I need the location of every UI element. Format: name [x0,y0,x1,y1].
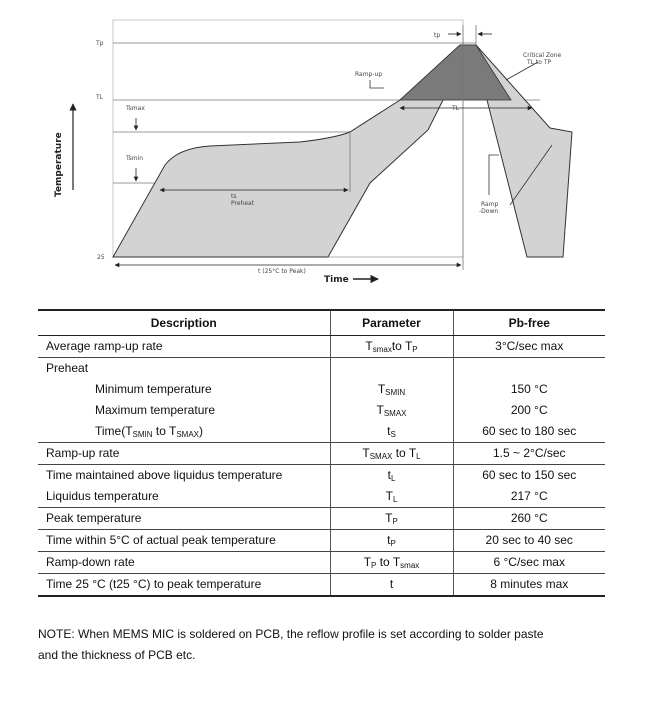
ramp-up-leader [370,80,384,88]
label-tsmin: Tsmin [126,155,144,162]
ramp-down-leader [489,155,499,195]
label-tp-time: tp [434,32,441,39]
table-row [38,574,605,597]
row-parameter: $T_{SMAX}$ to $T_L$ [330,443,453,465]
table-row [38,358,605,380]
row-parameter: t [330,574,453,597]
label-tl-marker: TL [452,105,460,112]
row-description: Liquidus temperature [38,486,330,508]
row-parameter: $T_P$ to $T_{smax}$ [330,552,453,574]
row-value: 20 sec to 40 sec [453,530,605,552]
row-parameter: $T_{smax}to$ $T_P$ [330,336,453,358]
row-value: 260 °C [453,508,605,530]
time-axis-title: Time [324,275,349,285]
table-row [38,508,605,530]
note-line-2: and the thickness of PCB etc. [38,648,196,662]
row-parameter: $T_P$ [330,508,453,530]
row-value: 8 minutes max [453,574,605,597]
row-description: Peak temperature [38,508,330,530]
row-parameter: $T_{SMAX}$ [330,400,453,421]
row-description: Time within 5°C of actual peak temperature [38,530,330,552]
label-tp: Tp [96,40,104,47]
table-row [38,336,605,358]
table-header-row [38,310,605,336]
note-paragraph [38,624,613,666]
row-value: 60 sec to 180 sec [453,421,605,443]
header-description: Description [38,310,330,336]
label-ramp-up: Ramp-up [355,71,383,78]
table-row [38,379,605,400]
row-parameter: $t_P$ [330,530,453,552]
label-preheat: Preheat [231,200,255,207]
label-critical-zone-1: Critical Zone [523,52,562,59]
label-critical-zone-2: TL to TP [527,59,552,66]
row-description: Average ramp-up rate [38,336,330,358]
header-parameter: Parameter [330,310,453,336]
table-row [38,443,605,465]
row-value [453,358,605,380]
note-line-1: NOTE: When MEMS MIC is soldered on PCB, the reflow profile is set according to solder paste [38,627,544,641]
table-row [38,486,605,508]
row-description: Ramp-down rate [38,552,330,574]
row-parameter [330,358,453,380]
row-value: 150 °C [453,379,605,400]
header-pb-free: Pb-free [453,310,605,336]
row-parameter: $T_L$ [330,486,453,508]
table-row [38,465,605,487]
profile-band [113,45,572,257]
label-ramp-down-1: Ramp [481,201,499,208]
row-description: Maximum temperature [95,403,216,417]
table-row [38,400,605,421]
label-t25-peak: t (25°C to Peak) [258,268,306,275]
table-row [38,530,605,552]
row-value: 217 °C [453,486,605,508]
row-value: 200 °C [453,400,605,421]
label-ramp-down-2: -Down [479,208,499,215]
row-parameter: $t_S$ [330,421,453,443]
row-description: Time maintained above liquidus temperature [46,468,283,482]
row-description: Minimum temperature [95,382,212,396]
label-tsmax: Tsmax [126,105,145,112]
row-value: 3°C/sec max [453,336,605,358]
label-tl: TL [96,94,104,101]
temperature-axis-title: Temperature [54,132,64,197]
reflow-spec-table [38,309,605,597]
row-value: 6 °C/sec max [453,552,605,574]
reflow-profile-diagram [0,0,647,300]
row-value: 1.5 ~ 2°C/sec [453,443,605,465]
row-parameter: $t_L$ [330,465,453,487]
row-description: Time 25 °C (t25 °C) to peak temperature [38,574,330,597]
label-ts: ts [231,193,237,200]
row-description: $Time(T_{SMIN}$ to $T_{SMAX}$) [38,421,330,443]
row-value: 60 sec to 150 sec [453,465,605,487]
table-row [38,552,605,574]
row-description: Ramp-up rate [38,443,330,465]
row-parameter: $T_{SMIN}$ [330,379,453,400]
table-row [38,421,605,443]
row-description: Preheat [46,361,89,375]
label-25: 25 [97,254,105,261]
